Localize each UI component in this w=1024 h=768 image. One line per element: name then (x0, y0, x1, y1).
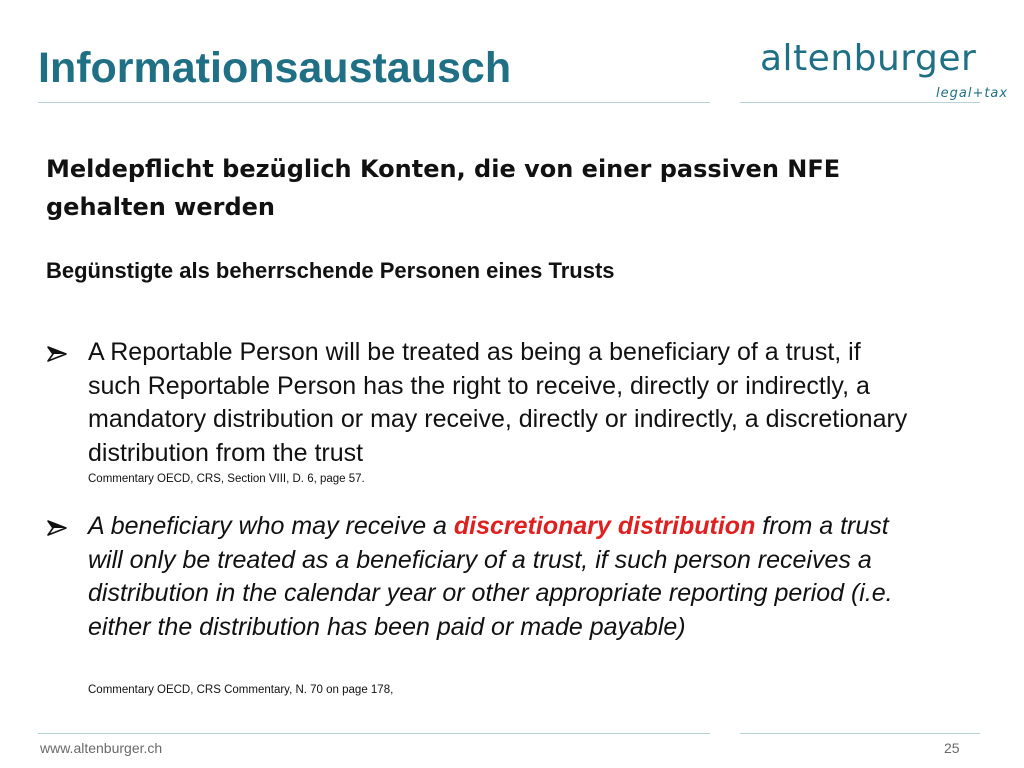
section-heading: Meldepflicht bezüglich Konten, die von einer passiven NFE gehalten werden (46, 155, 841, 221)
highlight-term: discretionary distribution (453, 512, 756, 540)
header-divider-right (740, 102, 980, 103)
logo-tagline: legal+tax (936, 86, 1009, 101)
logo-wordmark: altenburger (760, 38, 977, 79)
footer-website: www.altenburger.ch (40, 740, 163, 756)
footer-divider-right (740, 733, 980, 734)
bullet-reference: Commentary OECD, CRS, Section VIII, D. 6, page 57. (88, 473, 365, 485)
arrow-bullet-icon (46, 345, 68, 363)
bullet-reference: Commentary OECD, CRS Commentary, N. 70 on page 178, (88, 684, 394, 696)
company-logo (760, 38, 1009, 102)
bullet-text (88, 510, 908, 644)
bullet-item (46, 336, 926, 496)
bullet-item (46, 510, 926, 710)
slide-title: Informationsaustausch (38, 44, 512, 92)
page-number: 25 (944, 740, 960, 756)
section-subheading: Begünstigte als beherrschende Personen eines Trusts (46, 258, 615, 283)
footer-divider-left (38, 733, 710, 734)
bullet-text-start: A beneficiary who may receive a (88, 512, 454, 540)
bullet-text-end: from a trust will only be treated as a beneficiary of a trust, if such person receives a distribution in the calendar year or other appropriate reporting period (i.e. either the distribution has been paid or made payable) (88, 512, 893, 641)
arrow-bullet-icon (46, 519, 68, 537)
bullet-text: A Reportable Person will be treated as being a beneficiary of a trust, if such Reportable Person has the right to receive, directly or indirectly, a mandatory distribution or may receive, directly or indirectly, a discretionary distribution from the trust (88, 338, 908, 467)
header-divider-left (38, 102, 710, 103)
